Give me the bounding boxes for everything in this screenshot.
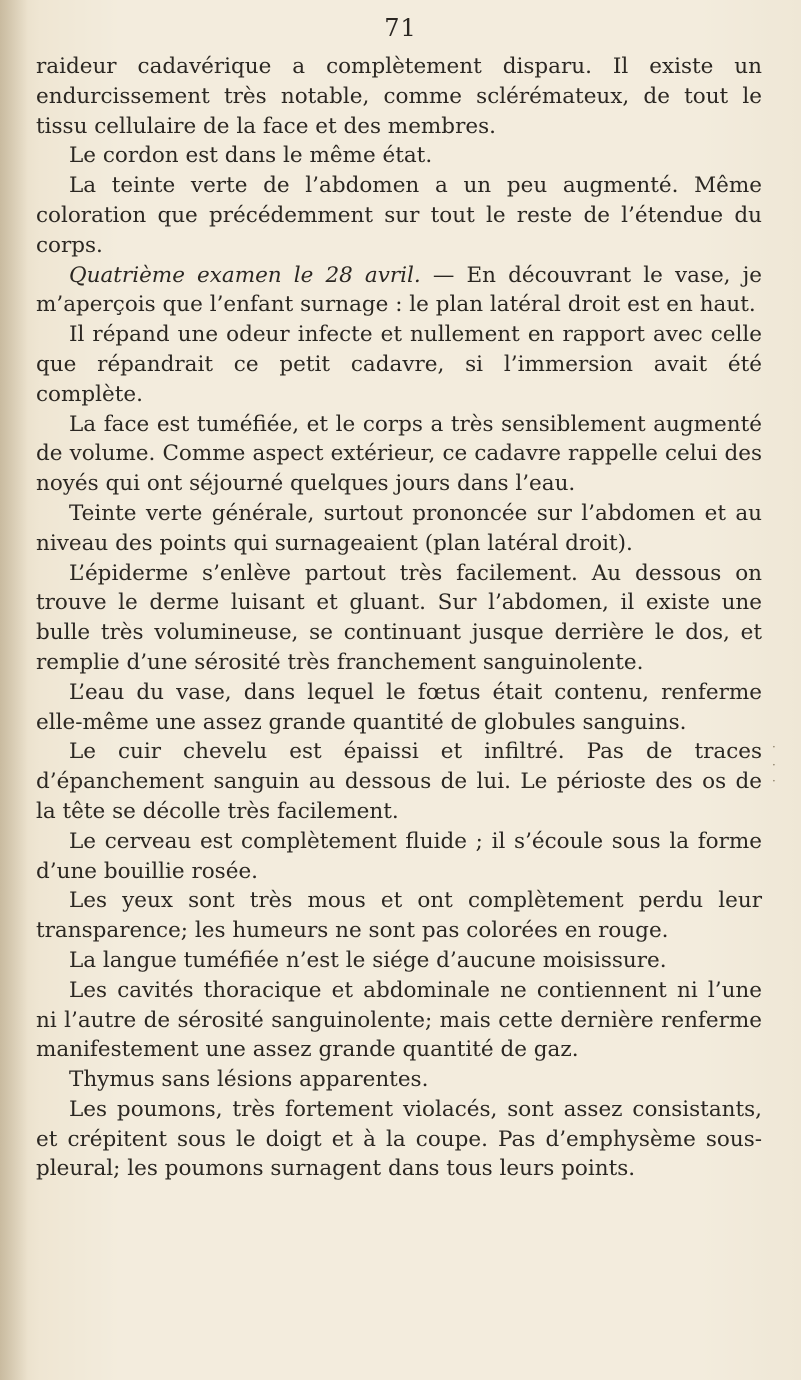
- paragraph: Le cuir chevelu est épaissi et infiltré. Pas de traces d’épanchement sanguin au dessous de lui. Le périoste des os de la tête se décolle très facilement.: [36, 739, 762, 824]
- paragraph: Les yeux sont très mous et ont complètement perdu leur transparence; les humeurs ne sont pas colorées en rouge.: [36, 888, 762, 944]
- paragraph-text: — En découvrant le vase, je m’aperçois que l’enfant surnage : le plan latéral droit est en haut.: [36, 262, 763, 318]
- margin-speck: ·: [772, 740, 776, 754]
- paragraph: L’épiderme s’enlève partout très facilement. Au dessous on trouve le derme luisant et gluant. Sur l’abdomen, il existe une bulle très volumineuse, se continuant jusque derrière le dos, et remplie d’une sérosité très franchement sanguinolente.: [36, 560, 762, 675]
- page-number: 71: [384, 14, 417, 42]
- paragraph: Les cavités thoracique et abdominale ne contiennent ni l’une ni l’autre de sérosité sanguinolente; mais cette dernière renferme manifestement une assez grande quantité de gaz.: [36, 977, 762, 1063]
- paragraph: [36, 261, 762, 321]
- paragraph: Le cordon est dans le même état.: [69, 143, 433, 169]
- paragraph: La teinte verte de l’abdomen a un peu augmenté. Même coloration que précédemment sur tout le reste de l’étendue du corps.: [36, 173, 762, 258]
- paragraph: Il répand une odeur infecte et nullement en rapport avec celle que répandrait ce petit cadavre, si l’immersion avait été complète.: [36, 322, 762, 407]
- paragraph: Teinte verte générale, surtout prononcée sur l’abdomen et au niveau des points qui surnageaient (plan latéral droit).: [36, 500, 762, 556]
- margin-speck: ·: [772, 774, 776, 788]
- paragraph: Thymus sans lésions apparentes.: [69, 1067, 429, 1093]
- paragraph: L’eau du vase, dans lequel le fœtus était contenu, renferme elle-même une assez grande quantité de globules sanguins.: [36, 679, 762, 735]
- body-text: [36, 52, 762, 1184]
- paragraph: Les poumons, très fortement violacés, sont assez consistants, et crépitent sous le doigt et à la coupe. Pas d’emphysème sous-pleural; les poumons surnagent dans tous leurs points.: [36, 1096, 762, 1182]
- paragraph: La face est tuméfiée, et le corps a très sensiblement augmenté de volume. Comme aspect extérieur, ce cadavre rappelle celui des noyés qui ont séjourné quelques jours dans l’eau.: [36, 411, 762, 497]
- binding-shadow: [0, 0, 28, 1380]
- paragraph: La langue tuméfiée n’est le siége d’aucune moisissure.: [69, 947, 667, 973]
- margin-speck: ·: [772, 758, 776, 772]
- section-heading: Quatrième examen le 28 avril.: [69, 262, 421, 288]
- paragraph: raideur cadavérique a complètement disparu. Il existe un endurcissement très notable, comme sclérémateux, de tout le tissu cellulaire de la face et des membres.: [36, 54, 762, 139]
- paragraph: Le cerveau est complètement fluide ; il s’écoule sous la forme d’une bouillie rosée.: [36, 828, 762, 884]
